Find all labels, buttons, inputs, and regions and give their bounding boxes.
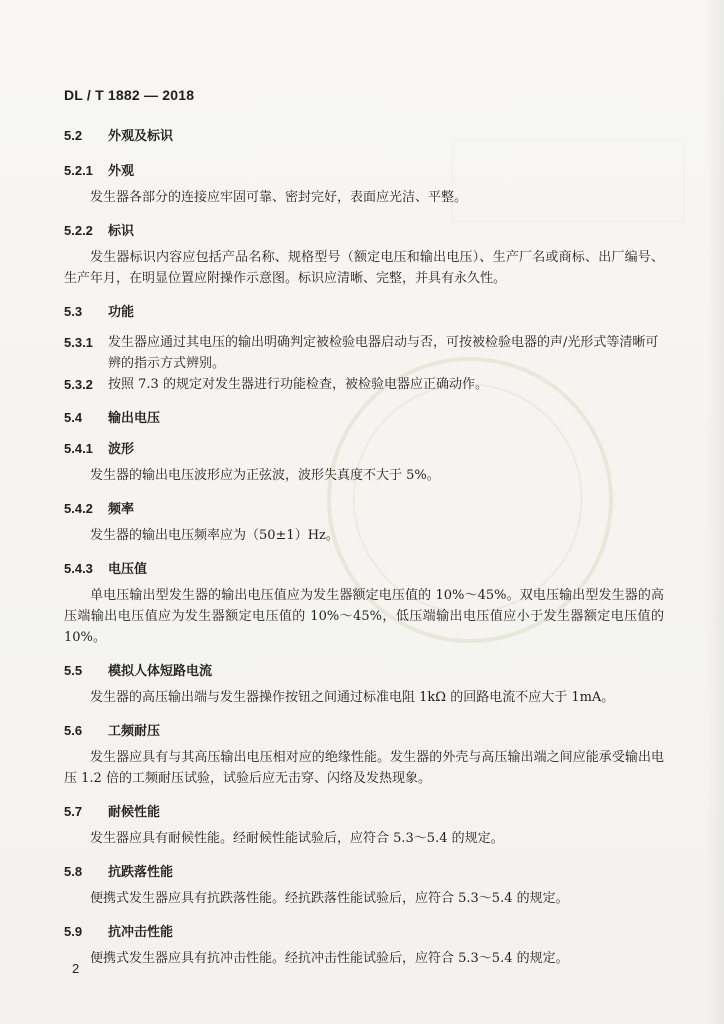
section-number: 5.8 (64, 864, 83, 879)
page-edge-shadow (706, 0, 724, 1024)
subsection-number: 5.3.1 (64, 335, 93, 350)
section-5-5-body: 发生器的高压输出端与发生器操作按钮之间通过标准电阻 1kΩ 的回路电流不应大于 1mA。 (90, 690, 615, 705)
section-5-4-1-title (64, 438, 664, 457)
subsection-title-text: 标识 (108, 224, 135, 239)
section-5-6-body: 发生器应具有与其高压输出电压相对应的绝缘性能。发生器的外壳与高压输出端之间应能承受输出电压 1.2 倍的工频耐压试验，试验后应无击穿、闪络及发热现象。 (64, 750, 664, 786)
section-title-text: 模拟人体短路电流 (108, 664, 213, 679)
section-5-4-2-body: 发生器的输出电压频率应为（50±1）Hz。 (90, 528, 339, 543)
section-5-3-1 (64, 332, 664, 374)
subsection-number: 5.4.2 (64, 501, 93, 516)
section-number: 5.3 (64, 304, 83, 319)
section-number: 5.4 (64, 410, 83, 425)
subsection-number: 5.2.1 (64, 163, 93, 178)
section-title-text: 耐候性能 (108, 805, 161, 820)
section-5-4-3-body: 单电压输出型发生器的输出电压值应为发生器额定电压值的 10%～45%。双电压输出型发生器的高压端输出电压值应为发生器额定电压值的 10%～45%，低压端输出电压值应小于发生器额定电压值的 10%。 (64, 588, 664, 645)
section-5-3-2-text: 按照 7.3 的规定对发生器进行功能检查，被检验电器应正确动作。 (108, 377, 488, 392)
section-5-9-title (64, 921, 664, 940)
section-number: 5.5 (64, 663, 83, 678)
section-5-3-title (64, 301, 664, 320)
section-5-9-body: 便携式发生器应具有抗冲击性能。经抗冲击性能试验后，应符合 5.3～5.4 的规定。 (90, 951, 569, 966)
subsection-title-text: 波形 (108, 442, 135, 457)
section-5-2-2-title (64, 220, 664, 239)
section-5-3-2 (64, 374, 664, 395)
section-number: 5.9 (64, 924, 83, 939)
subsection-title-text: 外观 (108, 164, 135, 179)
section-title-text: 功能 (108, 305, 135, 320)
section-title-text: 工频耐压 (108, 724, 161, 739)
section-title-text: 输出电压 (108, 411, 161, 426)
section-5-7-body: 发生器应具有耐候性能。经耐候性能试验后，应符合 5.3～5.4 的规定。 (90, 831, 504, 846)
subsection-number: 5.2.2 (64, 223, 93, 238)
section-5-8-title (64, 861, 664, 880)
section-5-4-3-title (64, 558, 664, 577)
section-5-4-2-title (64, 498, 664, 517)
section-title-text: 抗冲击性能 (108, 925, 174, 940)
section-5-4-1-body: 发生器的输出电压波形应为正弦波，波形失真度不大于 5%。 (90, 468, 440, 483)
section-5-2-2-body: 发生器标识内容应包括产品名称、规格型号（额定电压和输出电压）、生产厂名或商标、出厂编号、生产年月，在明显位置应附操作示意图。标识应清晰、完整，并具有永久性。 (64, 250, 664, 286)
subsection-number: 5.4.3 (64, 561, 93, 576)
section-number: 5.2 (64, 128, 83, 143)
section-number: 5.6 (64, 723, 83, 738)
document-content (64, 87, 664, 969)
subsection-number: 5.3.2 (64, 377, 93, 392)
subsection-title-text: 电压值 (108, 562, 148, 577)
section-5-8-body: 便携式发生器应具有抗跌落性能。经抗跌落性能试验后，应符合 5.3～5.4 的规定。 (90, 891, 569, 906)
document-header: DL / T 1882 — 2018 (64, 87, 195, 103)
section-5-3-1-text: 发生器应通过其电压的输出明确判定被检验电器启动与否，可按被检验电器的声/光形式等清晰可辨的指示方式辨别。 (108, 335, 659, 371)
section-title-text: 外观及标识 (108, 129, 174, 144)
section-5-2-1-body: 发生器各部分的连接应牢固可靠、密封完好，表面应光洁、平整。 (90, 190, 468, 205)
page-number: 2 (72, 961, 80, 976)
subsection-title-text: 频率 (108, 502, 135, 517)
section-5-7-title (64, 801, 664, 820)
section-title-text: 抗跌落性能 (108, 865, 174, 880)
section-number: 5.7 (64, 804, 83, 819)
section-5-2-1-title (64, 160, 664, 179)
section-5-2-title (64, 125, 664, 144)
subsection-number: 5.4.1 (64, 441, 93, 456)
section-5-6-title (64, 720, 664, 739)
section-5-5-title (64, 660, 664, 679)
section-5-4-title (64, 407, 664, 426)
